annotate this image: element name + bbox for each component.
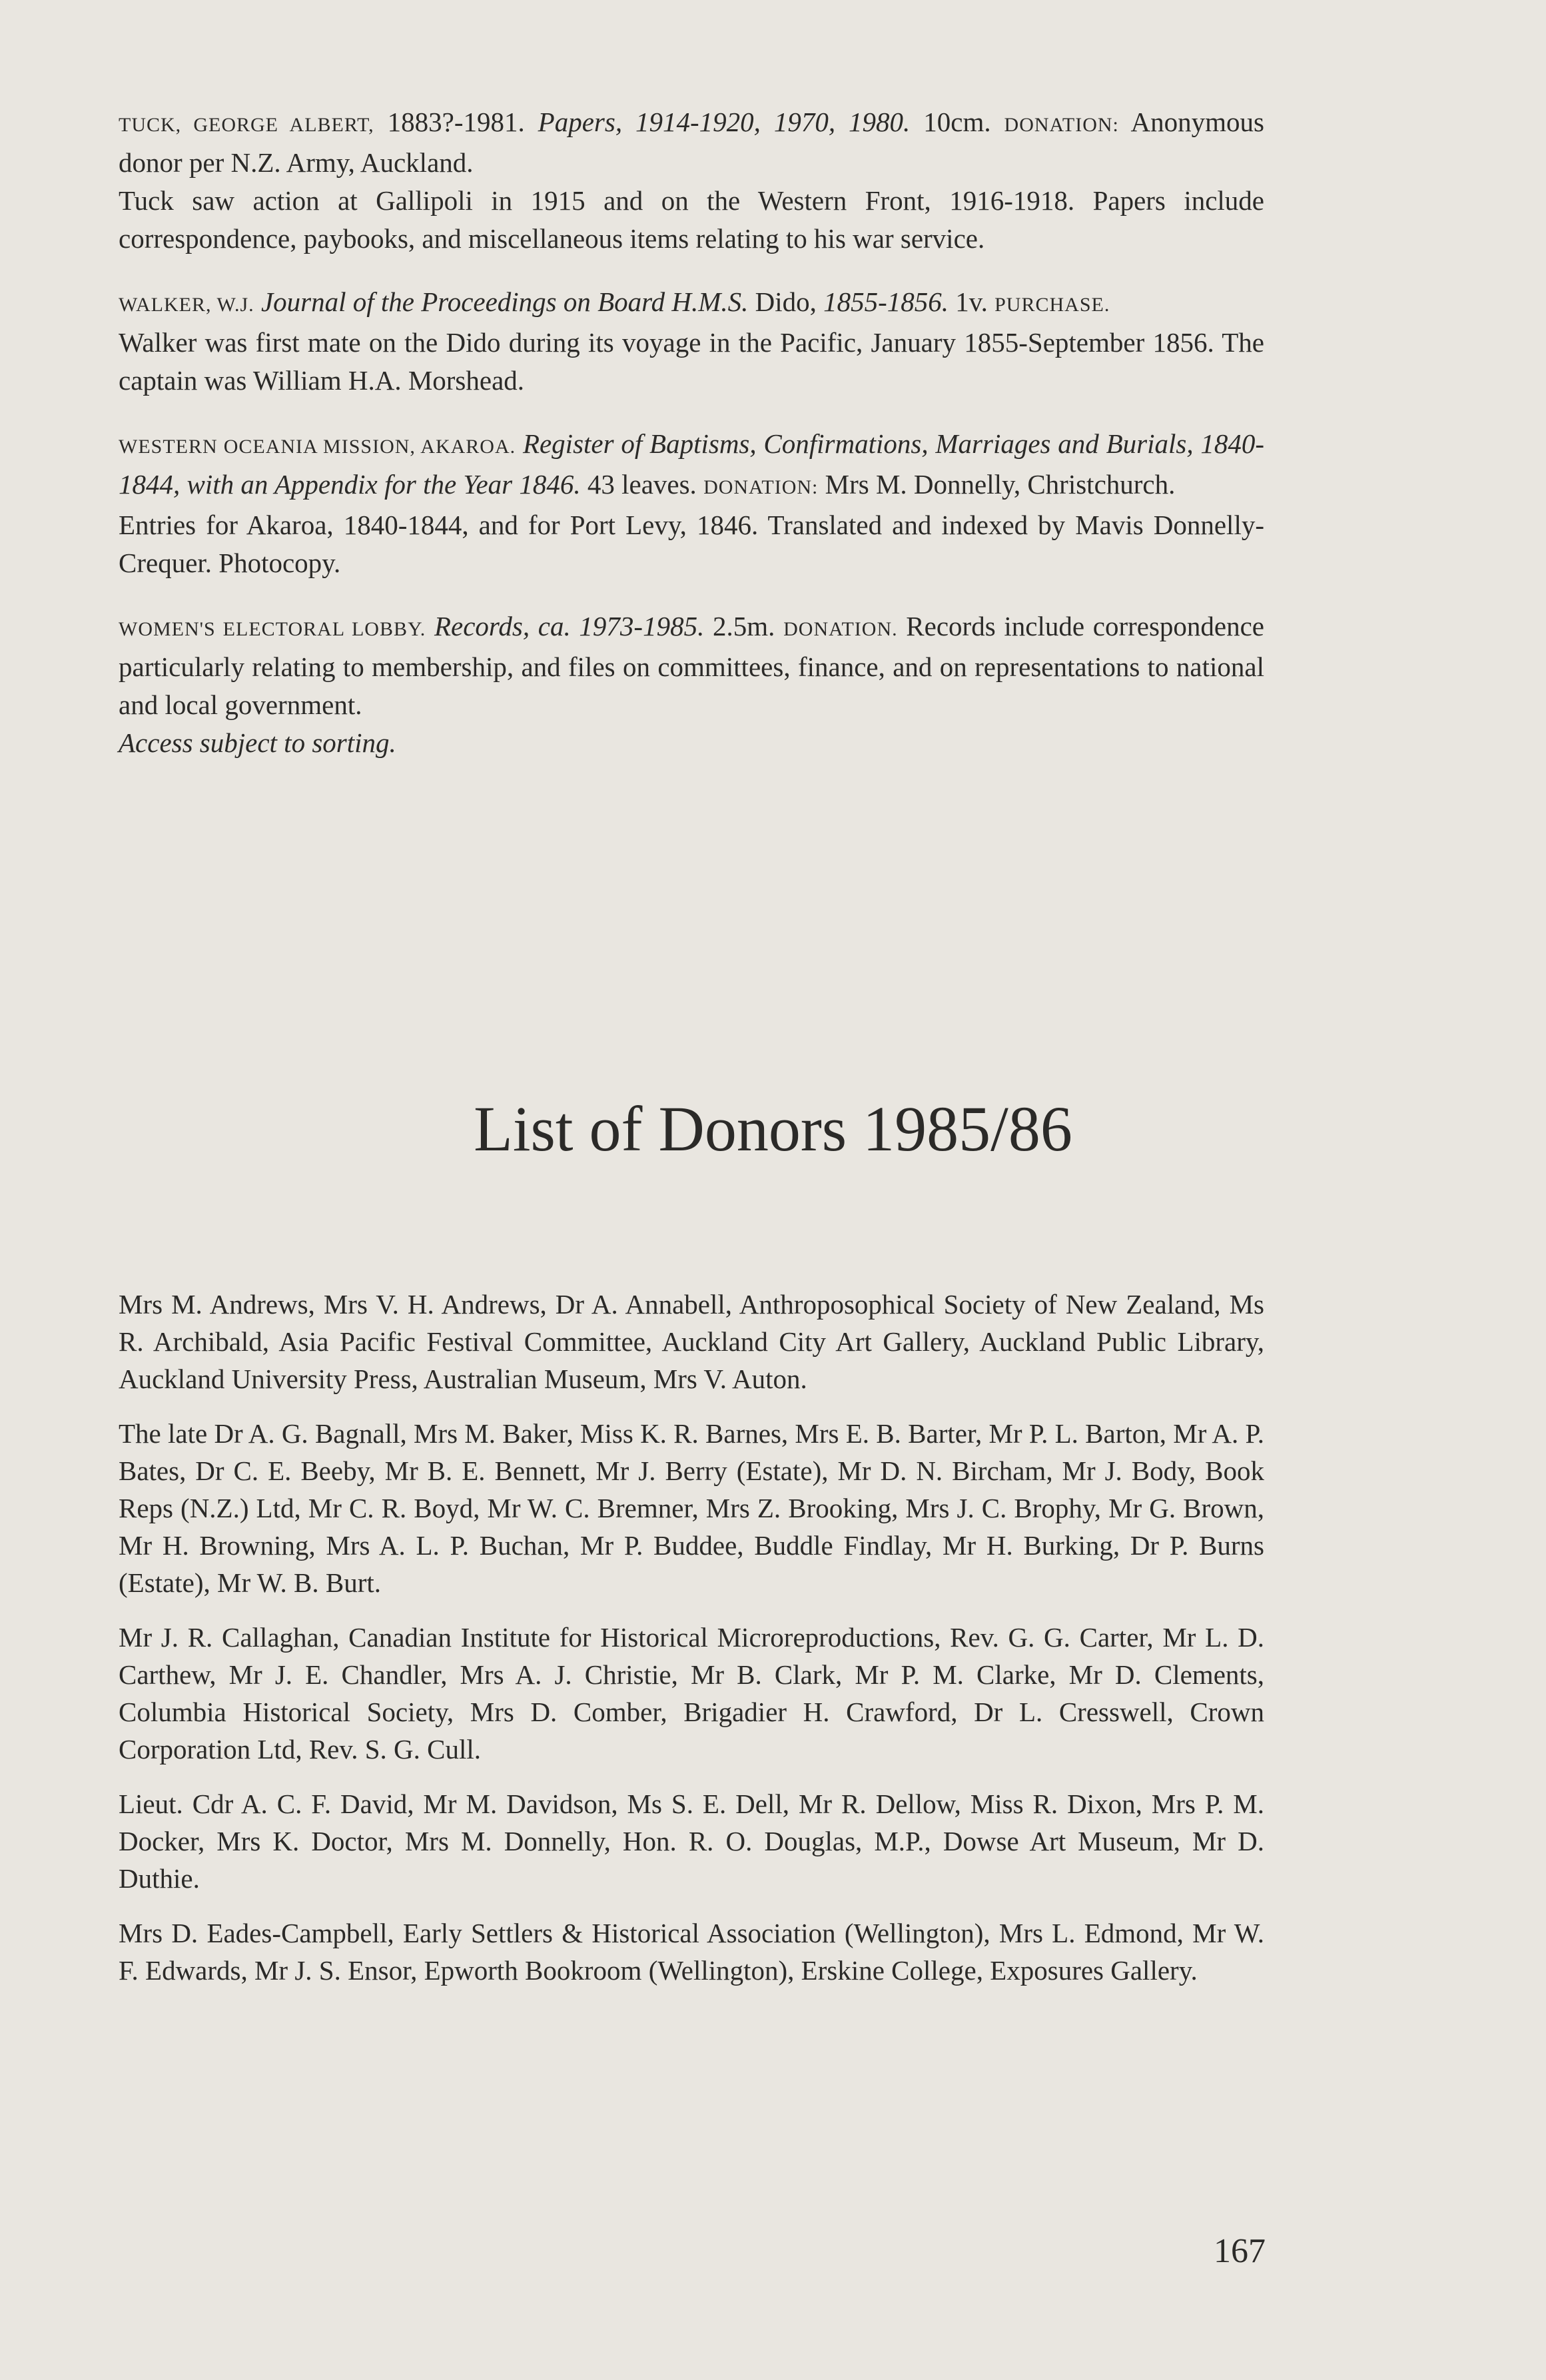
entry-source: Anonymous donor per N.Z. Army, Auckland. — [119, 107, 1265, 178]
access-note: Access subject to sorting. — [119, 727, 396, 758]
entry-heading: WALKER, W.J. — [119, 294, 254, 316]
entry-title: Papers, 1914-1920, 1970, 1980. — [538, 107, 911, 137]
entry-note: Walker was first mate on the Dido during its voyage in the Pacific, January 1855-September 1856. The captain was William H.A. Morshead. — [119, 327, 1264, 396]
donor-paragraph-b: The late Dr A. G. Bagnall, Mrs M. Baker, Miss K. R. Barnes, Mrs E. B. Barter, Mr P. L. Barton, Mr A. P. Bates, Dr C. E. Beeby, Mr B. E. Bennett, Mr J. Berry (Estate), Mr D. N. Bircham, Mr J. Body, Book Reps (N.Z.) Ltd, Mr C. R. Boyd, Mr W. C. Bremner, Mrs Z. Brooking, Mrs J. C. Brophy, Mr G. Brown, Mr H. Browning, Mrs A. L. P. Buchan, Mr P. Buddee, Buddle Findlay, Mr H. Burking, Dr P. Burns (Estate), Mr W. B. Burt. — [119, 1418, 1264, 1598]
catalogue-entries — [119, 103, 1264, 787]
donor-paragraph-e: Mrs D. Eades-Campbell, Early Settlers & Historical Association (Wellington), Mrs L. Edmond, Mr W. F. Edwards, Mr J. S. Ensor, Epworth Bookroom (Wellington), Erskine College, Exposures Gallery. — [119, 1918, 1264, 1986]
page-number: 167 — [1214, 2232, 1266, 2270]
acquisition-type: PURCHASE. — [994, 294, 1110, 316]
entry-heading: TUCK, GEORGE ALBERT, — [119, 114, 374, 136]
entry-walker: WALKER, W.J. Journal of the Proceedings on Board H.M.S. Dido, 1855-1856. 1v. PURCHASE. Walker was first mate on the Dido during its voyage in the Pacific, January 1855-September 1856. The captain was William H.A. Morshead. — [119, 283, 1264, 400]
donor-list — [119, 1286, 1264, 2006]
entry-note: Entries for Akaroa, 1840-1844, and for Port Levy, 1846. Translated and indexed by Mavis Donnelly-Crequer. Photocopy. — [119, 510, 1264, 578]
donor-paragraph-d: Lieut. Cdr A. C. F. David, Mr M. Davidson, Ms S. E. Dell, Mr R. Dellow, Miss R. Dixon, Mrs P. M. Docker, Mrs K. Doctor, Mrs M. Donnelly, Hon. R. O. Douglas, M.P., Dowse Art Museum, Mr D. Duthie. — [119, 1788, 1264, 1894]
entry-western-oceania-mission: WESTERN OCEANIA MISSION, AKAROA. Register of Baptisms, Confirmations, Marriages and Burials, 1840-1844, with an Appendix for the Year 1846. 43 leaves. DONATION: Mrs M. Donnelly, Christchurch. Entries for Akaroa, 1840-1844, and for Port Levy, 1846. Translated and indexed by Mavis Donnelly-Crequer. Photocopy. — [119, 425, 1264, 582]
acquisition-type: DONATION. — [783, 618, 898, 640]
entry-source: Mrs M. Donnelly, Christchurch. — [818, 469, 1176, 500]
donor-paragraph-a: Mrs M. Andrews, Mrs V. H. Andrews, Dr A. Annabell, Anthroposophical Society of New Zealand, Ms R. Archibald, Asia Pacific Festival Committee, Auckland City Art Gallery, Auckland Public Library, Auckland University Press, Australian Museum, Mrs V. Auton. — [119, 1289, 1264, 1394]
acquisition-type: DONATION: — [703, 476, 819, 498]
entry-heading: WOMEN'S ELECTORAL LOBBY. — [119, 618, 426, 640]
entry-tuck: TUCK, GEORGE ALBERT, 1883?-1981. Papers, 1914-1920, 1970, 1980. 10cm. DONATION: Anonymous donor per N.Z. Army, Auckland. Tuck saw action at Gallipoli in 1915 and on the Western Front, 1916-1918. Papers include correspondence, paybooks, and miscellaneous items relating to his war service. — [119, 103, 1264, 258]
acquisition-type: DONATION: — [1004, 114, 1119, 136]
entry-note: Tuck saw action at Gallipoli in 1915 and on the Western Front, 1916-1918. Papers include correspondence, paybooks, and miscellaneous items relating to his war service. — [119, 185, 1264, 254]
entry-womens-electoral-lobby: WOMEN'S ELECTORAL LOBBY. Records, ca. 1973-1985. 2.5m. DONATION. Records include correspondence particularly relating to membership, and files on committees, finance, and on representations to national and local government. Access subject to sorting. — [119, 607, 1264, 762]
entry-title: Journal of the Proceedings on Board H.M.S. — [260, 286, 749, 317]
donor-list-title: List of Donors 1985/86 — [474, 1093, 1072, 1164]
entry-title: Records, ca. 1973-1985. — [434, 611, 705, 641]
donor-paragraph-c: Mr J. R. Callaghan, Canadian Institute for Historical Microreproductions, Rev. G. G. Carter, Mr L. D. Carthew, Mr J. E. Chandler, Mrs A. J. Christie, Mr B. Clark, Mr P. M. Clarke, Mr D. Clements, Columbia Historical Society, Mrs D. Comber, Brigadier H. Crawford, Dr L. Cresswell, Crown Corporation Ltd, Rev. S. G. Cull. — [119, 1622, 1264, 1765]
entry-title: Register of Baptisms, Confirmations, Marriages and Burials, 1840-1844, with an Appendix for the Year 1846. — [119, 428, 1265, 500]
entry-dates: 1855-1856. — [823, 286, 949, 317]
entry-heading: WESTERN OCEANIA MISSION, AKAROA. — [119, 436, 516, 458]
entry-description: Records include correspondence particularly relating to membership, and files on committees, finance, and on representations to national and local government. — [119, 611, 1264, 720]
